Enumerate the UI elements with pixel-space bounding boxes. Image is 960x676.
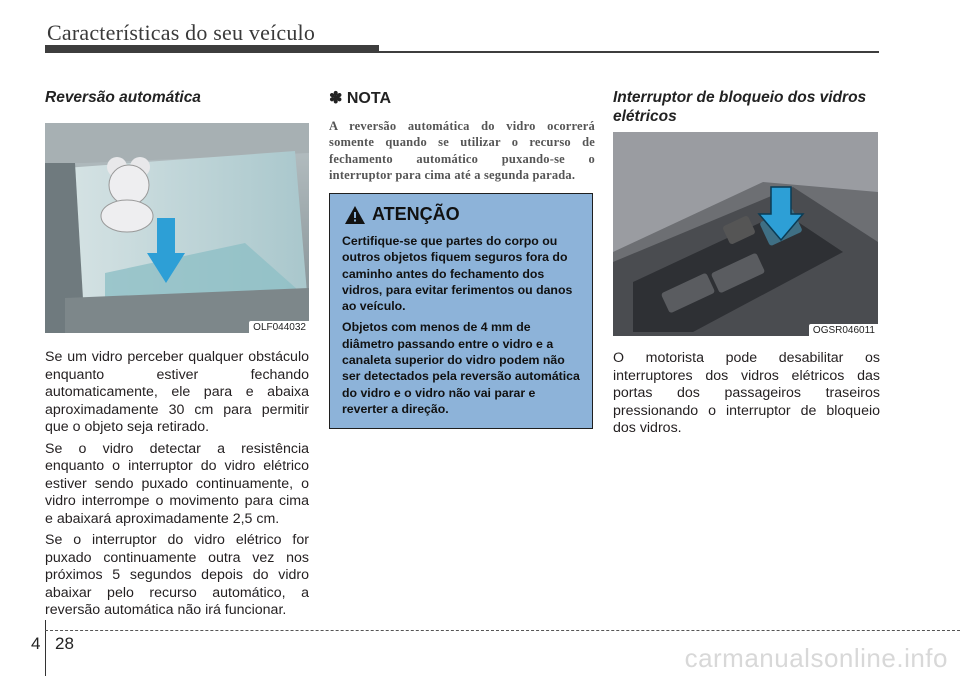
window-lock-switch-illustration <box>613 132 878 336</box>
warning-triangle-icon <box>344 205 366 225</box>
page-header-title: Características do seu veículo <box>47 20 316 45</box>
warning-title: ATENÇÃO <box>372 204 460 224</box>
footer-dashed-rule <box>45 630 960 631</box>
paragraph: Se o interruptor do vidro elétrico for puxado continuamente outra vez nos próximos 5 segundos depois do vidro abaixar pelo recurso automático, a reversão automática não irá funcionar. <box>45 532 309 618</box>
note-title: ✽ NOTA <box>329 90 391 107</box>
note-text: A reversão automática do vidro ocorrerá somente quando se utilizar o recurso de fechamento automático puxando-se o interruptor para cima até a segunda parada. <box>329 119 595 182</box>
watermark: carmanualsonline.info <box>684 643 948 673</box>
image-code-label: OGSR046011 <box>809 324 878 336</box>
header-bar <box>45 45 379 53</box>
paragraph: O motorista pode desabilitar os interruptores dos vidros elétricos das portas dos passageiros traseiros pressionando o interruptor de bloqueio dos vidros. <box>613 350 880 436</box>
window-lock-photo <box>613 132 878 336</box>
car-window-illustration <box>45 123 309 333</box>
header-rule <box>379 51 879 53</box>
section-title-window-lock: Interruptor de bloqueio dos vidros elétricos <box>613 89 867 125</box>
window-reverse-photo <box>45 123 309 333</box>
chapter-number: 4 <box>31 634 41 653</box>
image-code-label: OLF044032 <box>249 321 309 333</box>
middle-column <box>329 88 595 183</box>
right-column <box>613 88 880 442</box>
warning-paragraph: Objetos com menos de 4 mm de diâmetro passando entre o vidro e a canaleta superior do vidro podem não ser detectados pela reversão automática do vidro e o vidro não vai parar e reverter a direção. <box>342 320 580 416</box>
left-column <box>45 88 309 624</box>
section-title-auto-reverse: Reversão automática <box>45 89 201 106</box>
warning-paragraph: Certifique-se que partes do corpo ou outros objetos fiquem seguros fora do caminho antes do fechamento dos vidros, para evitar ferimentos ou danos ao veículo. <box>342 234 573 314</box>
warning-box <box>329 193 593 429</box>
paragraph: Se um vidro perceber qualquer obstáculo enquanto estiver fechando automaticamente, ele para e abaixa aproximadamente 30 cm para permitir que o objeto seja retirado. <box>45 349 309 435</box>
footer-divider <box>45 620 46 676</box>
paragraph: Se o vidro detectar a resistência enquanto o interruptor do vidro elétrico estiver sendo puxado continuamente, o vidro interrompe o movimento para cima e abaixará aproximadamente 2,5 cm. <box>45 440 309 527</box>
page-number: 28 <box>55 634 74 653</box>
